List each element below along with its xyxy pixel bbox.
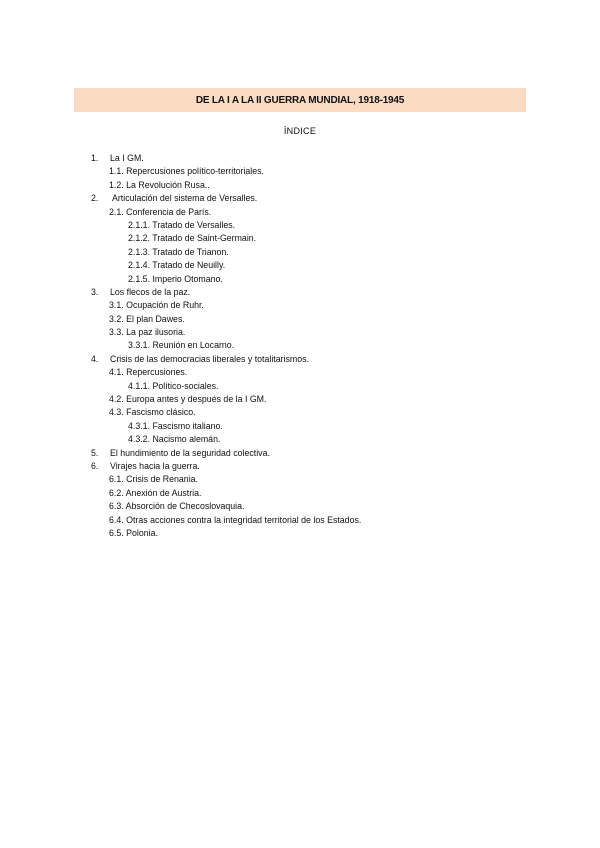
toc-section [0,473,600,486]
toc-section [0,487,600,500]
document-title-banner [74,88,526,112]
toc-subsection-title: 4.3.2. Nacismo alemán. [128,434,221,445]
toc-subsection [0,420,600,433]
toc-chapter [0,286,600,299]
toc-section-title: 2.1. Conferencia de París. [109,206,212,217]
toc-chapter [0,192,600,205]
toc-section-title: 6.5. Polonia. [109,527,158,538]
toc-chapter-number: 1. [91,153,99,163]
toc-subsection-title: 2.1.2. Tratado de Saint-Germain. [128,233,257,244]
toc-section [0,406,600,419]
toc-section-title: 6.2. Anexión de Austria. [109,487,202,498]
toc-subsection [0,219,600,232]
toc-chapter [0,447,600,460]
table-of-contents [0,152,600,540]
toc-section [0,299,600,312]
toc-section-title: 3.2. El plan Dawes. [109,313,185,324]
toc-section-title: 6.4. Otras acciones contra la integridad territorial de los Estados. [109,514,362,525]
toc-section [0,393,600,406]
toc-subsection-title: 3.3.1. Reunión en Locarno. [128,340,235,351]
toc-chapter-number: 4. [91,353,99,364]
toc-subsection-title: 2.1.5. Imperio Otomano. [128,273,223,284]
toc-section-title: 1.1. Repercusiones político-territoriales. [109,166,264,177]
toc-subsection-title: 4.1.1. Político-sociales. [128,380,219,391]
toc-section-title: 6.1. Crisis de Renania. [109,474,198,485]
toc-section-title: 4.2. Europa antes y después de la I GM. [109,394,267,405]
toc-subsection-title: 4.3.1. Fascismo italiano. [128,420,223,431]
toc-section [0,326,600,339]
toc-subsection-title: 2.1.3. Tratado de Trianon. [128,246,229,257]
index-heading: ÍNDICE [283,126,317,136]
toc-chapter-title: Articulación del sistema de Versalles. [112,193,258,204]
toc-chapter [0,152,600,165]
toc-section [0,313,600,326]
toc-chapter-number: 3. [91,286,99,297]
toc-chapter-title: El hundimiento de la seguridad colectiva. [110,447,270,458]
toc-chapter-title: La I GM. [110,153,144,163]
toc-chapter [0,353,600,366]
toc-subsection-title: 2.1.4. Tratado de Neuilly. [128,260,226,271]
toc-chapter-title: Virajes hacia la guerra. [110,460,200,471]
toc-subsection [0,380,600,393]
toc-subsection [0,433,600,446]
document-title: DE LA I A LA II GUERRA MUNDIAL, 1918-1945 [195,94,405,106]
toc-section [0,206,600,219]
toc-chapter-title: Los flecos de la paz. [110,286,191,297]
toc-section-title: 3.1. Ocupación de Ruhr. [109,300,204,311]
toc-chapter-number: 6. [91,460,99,471]
toc-section [0,500,600,513]
toc-section [0,179,600,192]
toc-subsection [0,339,600,352]
toc-subsection [0,273,600,286]
toc-section [0,165,600,178]
toc-subsection [0,259,600,272]
toc-chapter-number: 2. [91,193,99,204]
toc-section-title: 1.2. La Revolución Rusa.. [109,179,210,190]
toc-section-title: 3.3. La paz ilusoria. [109,327,186,338]
toc-section [0,514,600,527]
toc-subsection [0,232,600,245]
toc-chapter-title: Crisis de las democracias liberales y totalitarismos. [110,353,309,364]
toc-section [0,527,600,540]
toc-chapter-number: 5. [91,447,99,458]
toc-chapter [0,460,600,473]
toc-section-title: 6.3. Absorción de Checoslovaquia. [109,501,245,512]
toc-section-title: 4.3. Fascismo clásico. [109,407,196,418]
toc-subsection-title: 2.1.1. Tratado de Versalles. [128,219,236,230]
toc-section-title: 4.1. Repercusiones. [109,367,188,378]
toc-subsection [0,246,600,259]
toc-section [0,366,600,379]
